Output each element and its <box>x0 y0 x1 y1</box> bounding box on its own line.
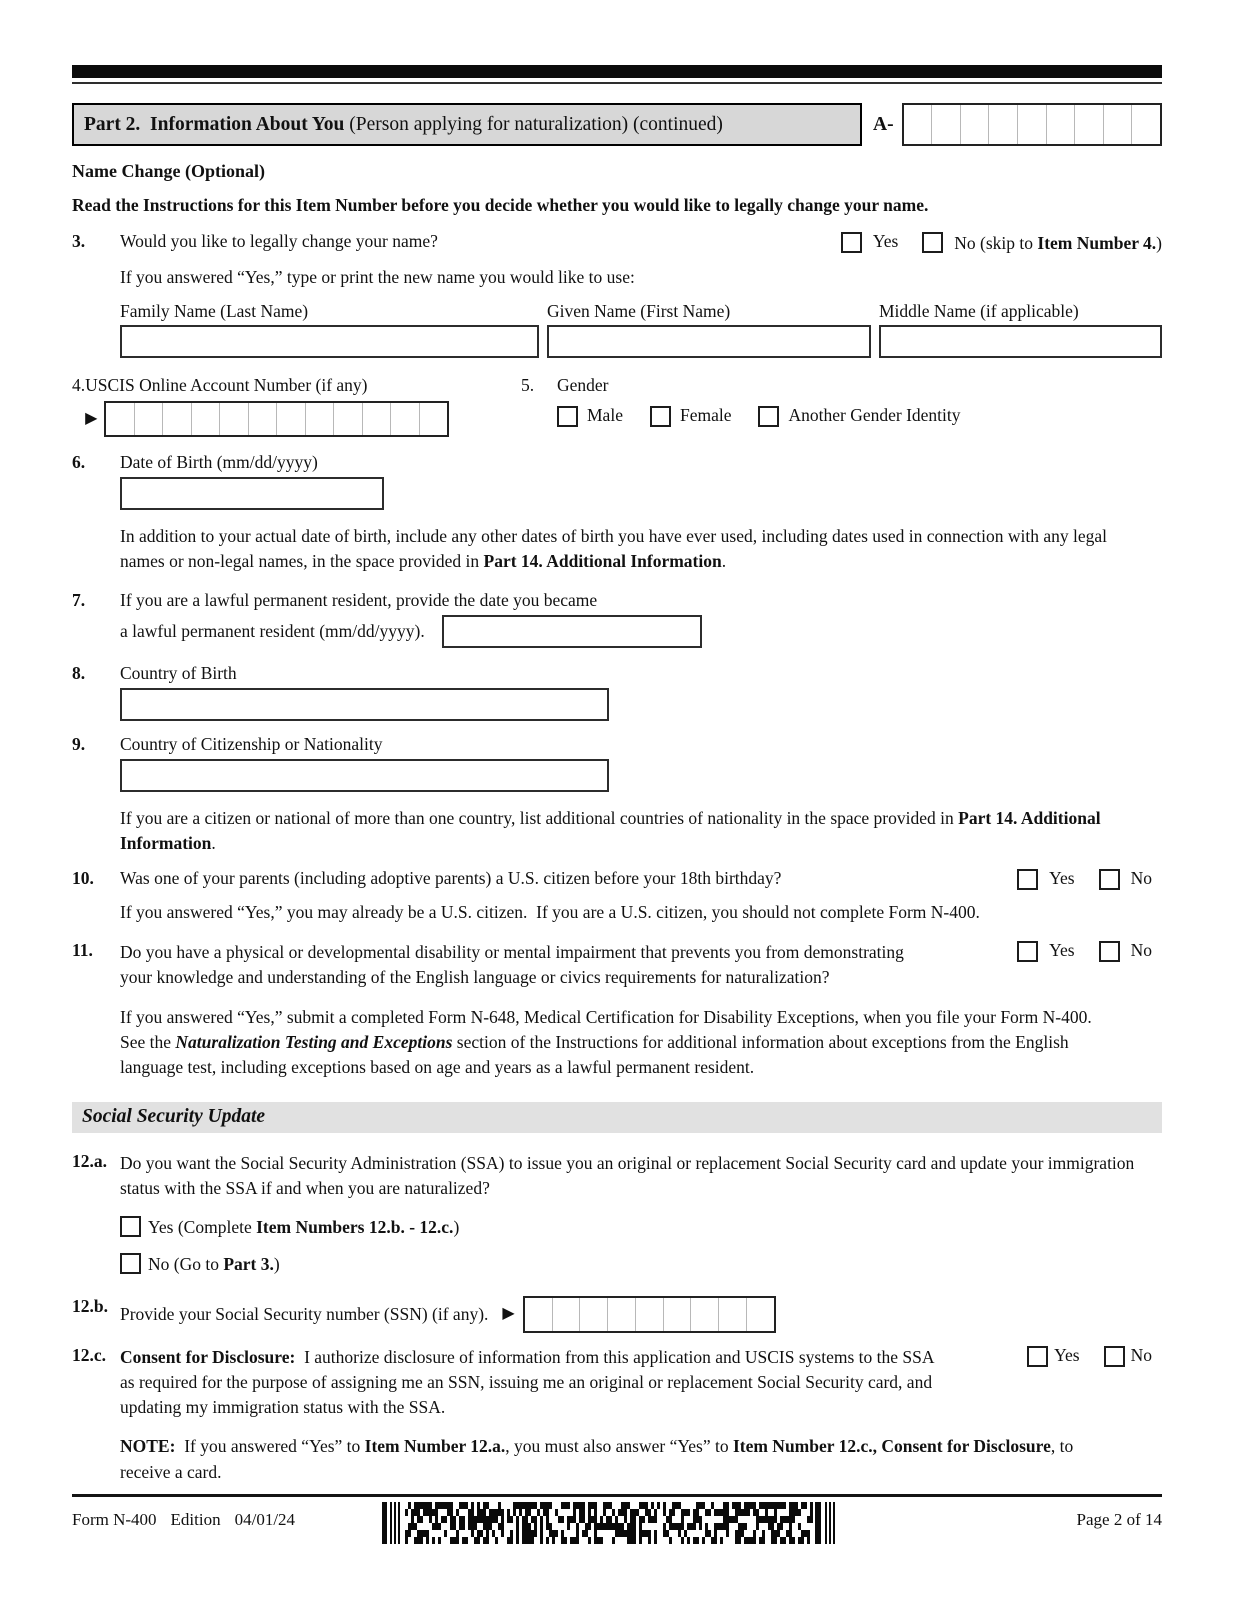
item-11-note: If you answered “Yes,” submit a completed Form N-648, Medical Certification for Disability Exceptions, when you file your Form N-400. See the Naturalization Testing and Exceptions section of the Instructions for additional information about exceptions from the English language test, including exceptions based on age and years as a lawful permanent resident. <box>120 1006 1101 1077</box>
footer-divider <box>72 1494 1162 1497</box>
item-3-no-label: No (skip to Item Number 4.) <box>954 233 1162 254</box>
uscis-account-number-field[interactable] <box>104 401 449 437</box>
middle-name-input[interactable] <box>879 325 1162 358</box>
item-12a-yes-checkbox[interactable] <box>120 1216 141 1237</box>
family-name-label: Family Name (Last Name) <box>120 301 309 322</box>
footer <box>72 1502 1162 1548</box>
footer-form-number: Form N-400 <box>72 1510 157 1529</box>
a-number-label: A- <box>873 113 894 135</box>
item-12b-number: 12.b. <box>72 1295 108 1316</box>
item-11-number: 11. <box>72 940 93 961</box>
a-number-field[interactable] <box>902 103 1162 146</box>
item-10-note: If you answered “Yes,” you may already be a U.S. citizen. If you are a U.S. citizen, you should not complete Form N-400. <box>120 902 980 923</box>
item-8-number: 8. <box>72 662 86 683</box>
item-8 <box>72 663 1162 721</box>
item-11-question: Do you have a physical or developmental disability or mental impairment that prevents you from demonstrating your knowledge and understanding of the English language or civics requirements for naturalization? <box>120 942 909 988</box>
item-10-yes-label: Yes <box>1049 868 1075 889</box>
item-5 <box>521 375 1162 437</box>
item-12c <box>72 1345 1162 1421</box>
arrow-right-icon: ▶ <box>502 1305 515 1323</box>
item-10-question: Was one of your parents (including adoptive parents) a U.S. citizen before your 18th birthday? <box>120 868 782 889</box>
item-12c-no-checkbox[interactable] <box>1104 1346 1125 1367</box>
item-10 <box>72 868 1162 925</box>
item-10-yes-checkbox[interactable] <box>1017 869 1038 890</box>
given-name-group <box>547 301 871 358</box>
name-change-heading: Name Change (Optional) <box>72 161 265 182</box>
item-6-note: In addition to your actual date of birth, include any other dates of birth you have ever used, including dates used in connection with any legal names or non-legal names, in the space provided in Part 14. Additional Information. <box>120 526 1112 572</box>
item-9-number: 9. <box>72 733 86 754</box>
item-3-sub-instruction: If you answered “Yes,” type or print the new name you would like to use: <box>120 267 635 288</box>
item-3-yes-checkbox[interactable] <box>841 232 862 253</box>
item-11-yes-label: Yes <box>1049 940 1075 961</box>
country-of-citizenship-input[interactable] <box>120 759 609 792</box>
item-12c-yes-checkbox[interactable] <box>1027 1346 1048 1367</box>
item-3-number: 3. <box>72 231 86 252</box>
item-11 <box>72 940 1162 990</box>
item-12c-text: Consent for Disclosure: I authorize disclosure of information from this application and USCIS systems to the SSA as required for the purpose of assigning me an SSN, issuing me an original or replacement Social Security card, and updating my immigration status with the SSA. <box>120 1346 938 1418</box>
item-7-line1: If you are a lawful permanent resident, provide the date you became <box>120 589 598 610</box>
item-9 <box>72 734 1162 792</box>
item-7 <box>72 590 1162 648</box>
country-of-birth-input[interactable] <box>120 688 609 721</box>
item-3 <box>72 231 1162 358</box>
items-4-5-row <box>72 375 1162 437</box>
gender-male-checkbox[interactable] <box>557 406 578 427</box>
item-5-number: 5. <box>521 375 535 396</box>
item-7-line2: a lawful permanent resident (mm/dd/yyyy). <box>120 620 425 641</box>
footer-edition-label: Edition <box>170 1510 221 1529</box>
given-name-input[interactable] <box>547 325 871 358</box>
item-4 <box>72 375 521 437</box>
item-9-label: Country of Citizenship or Nationality <box>120 733 383 754</box>
item-12a <box>72 1151 1162 1277</box>
footer-page-number: Page 2 of 14 <box>1076 1510 1162 1529</box>
item-12b <box>72 1296 1162 1333</box>
item-3-question: Would you like to legally change your name? <box>120 231 438 252</box>
item-6 <box>72 452 1162 510</box>
item-12a-number: 12.a. <box>72 1151 107 1172</box>
middle-name-group <box>879 301 1162 358</box>
item-10-number: 10. <box>72 868 94 889</box>
item-12c-no-label: No <box>1130 1344 1152 1365</box>
item-8-label: Country of Birth <box>120 662 237 683</box>
lpr-date-input[interactable] <box>442 615 702 648</box>
item-12a-yes-label: Yes (Complete Item Numbers 12.b. - 12.c.) <box>148 1216 460 1237</box>
item-6-number: 6. <box>72 452 86 473</box>
barcode <box>382 1502 852 1544</box>
footer-form-edition <box>72 1510 309 1530</box>
family-name-input[interactable] <box>120 325 539 358</box>
arrow-right-icon: ▶ <box>85 410 98 428</box>
item-5-label: Gender <box>557 375 609 396</box>
item-10-no-label: No <box>1130 868 1152 889</box>
date-of-birth-input[interactable] <box>120 477 384 510</box>
ssn-field[interactable] <box>523 1296 776 1333</box>
top-divider-line <box>72 82 1162 84</box>
gender-female-checkbox[interactable] <box>650 406 671 427</box>
item-11-yes-checkbox[interactable] <box>1017 941 1038 962</box>
family-name-group <box>120 301 539 358</box>
item-4-number: 4. <box>72 375 86 396</box>
item-12c-number: 12.c. <box>72 1344 107 1365</box>
footer-edition-date: 04/01/24 <box>234 1510 296 1529</box>
item-12a-no-checkbox[interactable] <box>120 1253 141 1274</box>
item-4-label: USCIS Online Account Number (if any) <box>85 375 368 396</box>
part2-header: Part 2. Information About You (Person applying for naturalization) (continued) <box>72 103 862 146</box>
item-3-yes-label: Yes <box>872 231 899 252</box>
item-10-no-checkbox[interactable] <box>1099 869 1120 890</box>
item-12a-no-label: No (Go to Part 3.) <box>148 1253 280 1274</box>
item-12c-yes-label: Yes <box>1054 1344 1080 1365</box>
part2-header-row <box>72 103 1162 146</box>
item-7-number: 7. <box>72 589 86 610</box>
given-name-label: Given Name (First Name) <box>547 301 731 322</box>
item-11-no-checkbox[interactable] <box>1099 941 1120 962</box>
name-change-instruction: Read the Instructions for this Item Number before you decide whether you would like to legally change your name. <box>72 195 929 216</box>
gender-another-identity-checkbox[interactable] <box>758 406 779 427</box>
item-3-no-checkbox[interactable] <box>922 232 943 253</box>
middle-name-label: Middle Name (if applicable) <box>879 301 1079 322</box>
social-security-update-heading: Social Security Update <box>72 1102 1162 1133</box>
gender-male-label: Male <box>587 405 623 426</box>
item-12a-question: Do you want the Social Security Administration (SSA) to issue you an original or replacement Social Security card and update your immigration status with the SSA if and when you are naturalized? <box>120 1153 1139 1199</box>
item-9-note: If you are a citizen or national of more than one country, list additional countries of nationality in the space provided in Part 14. Additional Information. <box>120 807 1105 853</box>
gender-another-identity-label: Another Gender Identity <box>788 405 961 426</box>
top-divider-bar <box>72 65 1162 78</box>
gender-female-label: Female <box>679 405 732 426</box>
item-6-label: Date of Birth (mm/dd/yyyy) <box>120 452 318 473</box>
item-11-no-label: No <box>1130 940 1152 961</box>
item-12b-label: Provide your Social Security number (SSN) (if any). <box>120 1303 489 1324</box>
note-12: NOTE: If you answered “Yes” to Item Number 12.a., you must also answer “Yes” to Item Number 12.c., Consent for Disclosure, to receive a card. <box>120 1436 1078 1482</box>
